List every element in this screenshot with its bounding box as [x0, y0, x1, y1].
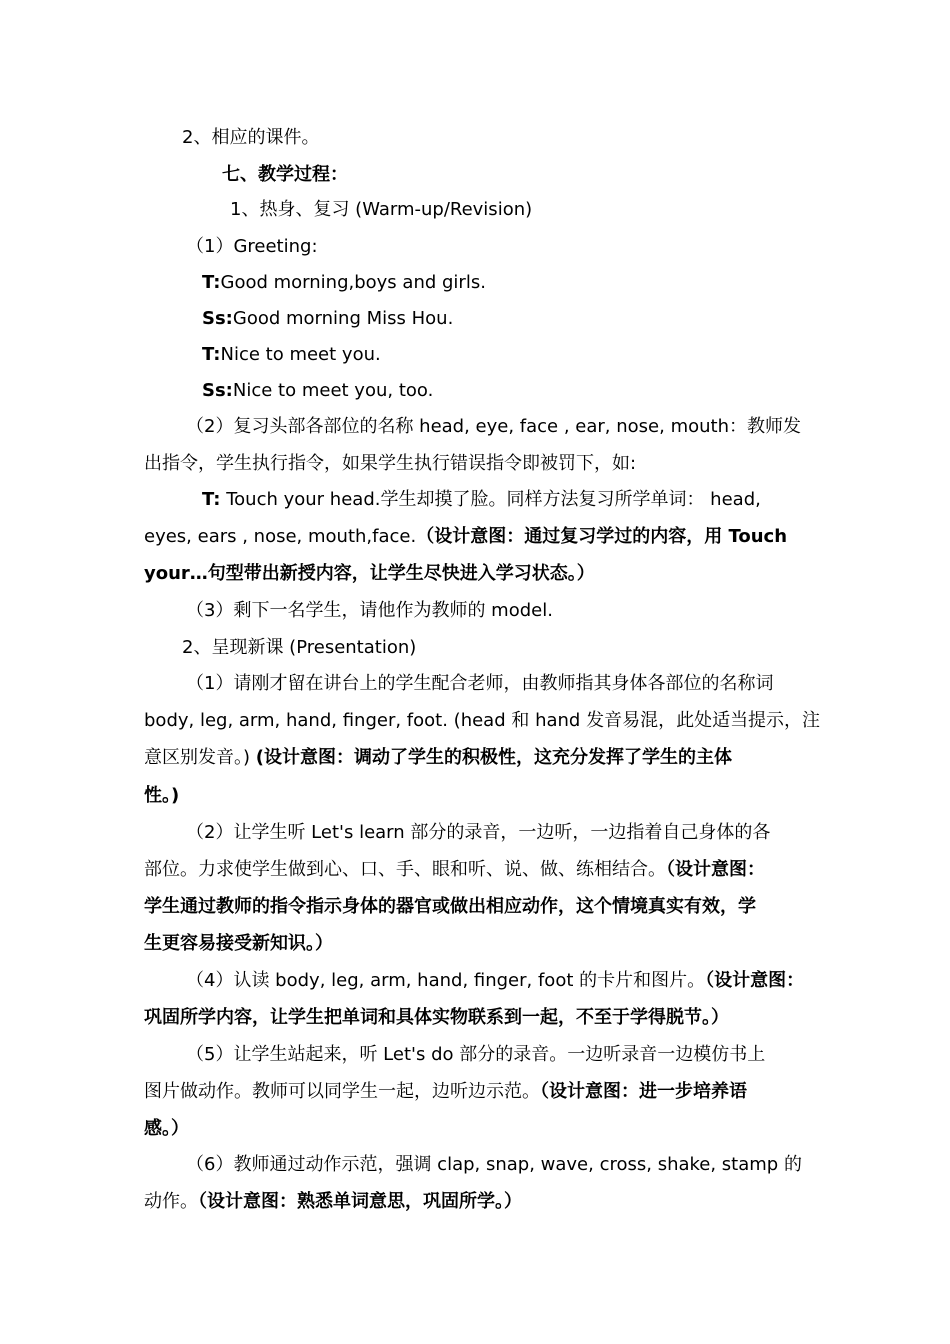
- design-intent: （设计意图：: [705, 970, 805, 991]
- design-intent: 巩固所学内容，让学生把单词和具体实物联系到一起，不至于学得脱节。）: [144, 1007, 729, 1028]
- text: 2、呈现新课 (Presentation): [182, 637, 417, 658]
- text: （1）请刚才留在讲台上的学生配合老师，由教师指其身体各部位的名称词: [186, 673, 774, 694]
- paragraph-review-line-1: [186, 414, 801, 440]
- section-heading-teaching-process: [222, 162, 348, 188]
- speaker-label: T:: [202, 489, 221, 510]
- dialogue-line-4: [202, 378, 433, 404]
- dialogue-text: Good morning,boys and girls.: [220, 272, 486, 293]
- text: Touch your head.学生却摸了脸。同样方法复习所学单词： head,: [220, 489, 761, 510]
- paragraph-presentation-1-line-3: [144, 745, 732, 771]
- paragraph-presentation-2-line-4: [144, 931, 333, 957]
- text: （2）复习头部各部位的名称 head, eye, face , ear, nose, mouth：教师发: [186, 416, 801, 437]
- text: eyes, ears , nose, mouth,face.: [144, 526, 417, 547]
- text: 意区别发音。): [144, 747, 256, 768]
- text: （2）让学生听 Let's learn 部分的录音，一边听，一边指着自己身体的各: [186, 822, 771, 843]
- subheading-warm-up: [230, 197, 532, 223]
- paragraph-presentation-2-line-2: [144, 857, 765, 883]
- design-intent: (设计意图：调动了学生的积极性，这充分发挥了学生的主体: [255, 747, 732, 768]
- text: 出指令，学生执行指令，如果学生执行错误指令即被罚下，如:: [144, 453, 637, 474]
- paragraph-presentation-5-line-2: [144, 1079, 747, 1105]
- line-materials-2: [182, 125, 319, 151]
- dialogue-text: Nice to meet you, too.: [232, 380, 434, 401]
- speaker-label: Ss:: [202, 308, 233, 329]
- design-intent: 生更容易接受新知识。）: [144, 933, 333, 954]
- speaker-label: Ss:: [202, 380, 233, 401]
- paragraph-review-line-4: [144, 524, 787, 550]
- text: （4）认读 body, leg, arm, hand, finger, foot 的卡片和图片。: [186, 970, 706, 991]
- text: body, leg, arm, hand, finger, foot. (head 和 hand 发音易混，此处适当提示，注: [144, 710, 821, 731]
- text: （6）教师通过动作示范，强调 clap, snap, wave, cross, shake, stamp 的: [186, 1154, 802, 1175]
- paragraph-presentation-1-line-4: [144, 783, 179, 809]
- speaker-label: T:: [202, 272, 221, 293]
- design-intent: （设计意图：: [666, 859, 765, 880]
- text: （5）让学生站起来，听 Let's do 部分的录音。一边听录音一边模仿书上: [186, 1044, 766, 1065]
- paragraph-review-line-5: [144, 561, 595, 587]
- paragraph-review-line-2: [144, 451, 636, 477]
- text: （1）Greeting:: [186, 236, 318, 257]
- dialogue-text: Good morning Miss Hou.: [232, 308, 454, 329]
- paragraph-presentation-5-line-3: [144, 1116, 189, 1142]
- paragraph-review-line-3: [202, 487, 761, 513]
- text: 部位。力求使学生做到心、口、手、眼和听、说、做、练相结合。: [144, 859, 666, 880]
- paragraph-presentation-2-line-3: [144, 894, 756, 920]
- paragraph-presentation-4-line-1: [186, 968, 804, 994]
- paragraph-presentation-4-line-2: [144, 1005, 729, 1031]
- design-intent: （设计意图：通过复习学过的内容，用 Touch: [416, 526, 788, 547]
- text: （3）剩下一名学生，请他作为教师的 model.: [186, 600, 553, 621]
- design-intent: 学生通过教师的指令指示身体的器官或做出相应动作，这个情境真实有效，学: [144, 896, 756, 917]
- design-intent: 感。）: [144, 1118, 189, 1139]
- text: 七、教学过程：: [222, 164, 348, 185]
- design-intent: 性。): [144, 785, 180, 806]
- text: 动作。: [144, 1191, 198, 1212]
- text: 图片做动作。教师可以同学生一起，边听边示范。: [144, 1081, 540, 1102]
- dialogue-text: Nice to meet you.: [220, 344, 381, 365]
- design-intent: （设计意图：进一步培养语: [540, 1081, 747, 1102]
- paragraph-presentation-1-line-2: [144, 708, 820, 734]
- dialogue-line-3: [202, 342, 381, 368]
- paragraph-presentation-1-line-1: [186, 671, 773, 697]
- paragraph-presentation-2-line-1: [186, 820, 770, 846]
- design-intent: （设计意图：熟悉单词意思，巩固所学。）: [198, 1191, 522, 1212]
- paragraph-presentation-5-line-1: [186, 1042, 765, 1068]
- subheading-presentation: [182, 635, 416, 661]
- design-intent: your…句型带出新授内容，让学生尽快进入学习状态。）: [144, 563, 595, 584]
- paragraph-presentation-6-line-1: [186, 1152, 802, 1178]
- line-remaining-student: [186, 598, 553, 624]
- text: 1、热身、复习 (Warm-up/Revision): [230, 199, 533, 220]
- text: 2、相应的课件。: [182, 127, 320, 148]
- paragraph-presentation-6-line-2: [144, 1189, 522, 1215]
- dialogue-line-1: [202, 270, 486, 296]
- speaker-label: T:: [202, 344, 221, 365]
- dialogue-line-2: [202, 306, 453, 332]
- line-greeting: [186, 234, 318, 260]
